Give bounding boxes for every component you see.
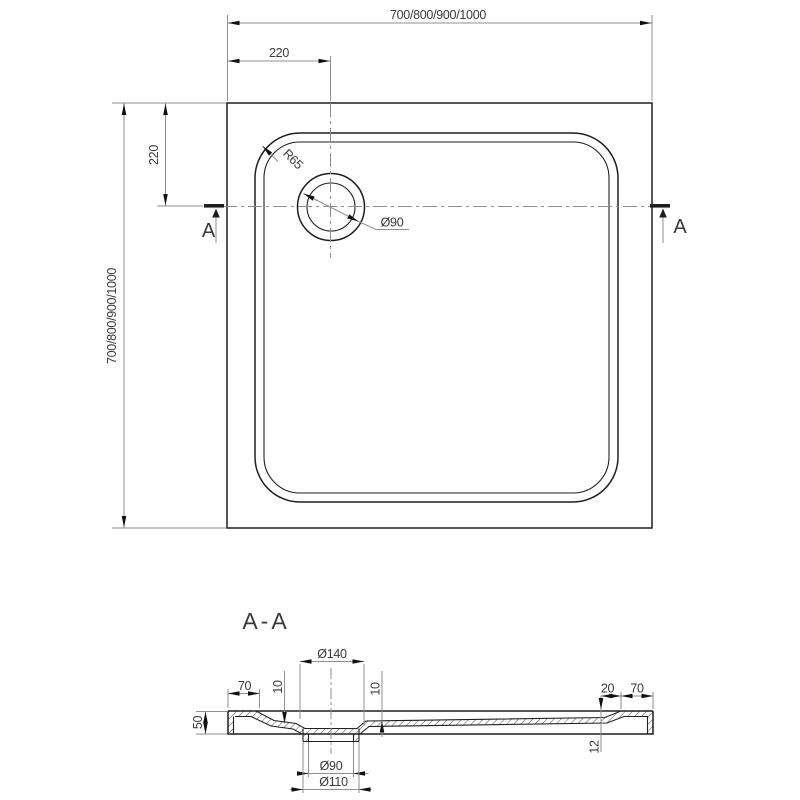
basin-rim-outer xyxy=(255,133,618,502)
flange-right-text: 70 xyxy=(630,681,644,696)
dim-step-right xyxy=(601,682,653,710)
dim-skirt-height xyxy=(588,696,602,754)
extension-lines xyxy=(300,664,364,726)
offset-left-text: 220 xyxy=(147,145,161,165)
dim-drain-offset-top xyxy=(228,46,331,101)
section-letter: A xyxy=(673,216,687,238)
skirt-height-text: 12 xyxy=(587,740,602,754)
floor-cut-hatch xyxy=(230,711,651,734)
height-dimension-text: 700/800/900/1000 xyxy=(105,268,119,364)
dim-total-height xyxy=(191,712,227,735)
drain-hole-text: Ø90 xyxy=(319,759,343,773)
right-wall-hatch xyxy=(648,711,654,734)
flange-left-text: 70 xyxy=(237,679,252,693)
drain-diameter-text: Ø90 xyxy=(380,215,404,230)
dim-recess-diameter xyxy=(300,647,364,726)
section-title: A-A xyxy=(242,608,290,634)
offset-top-text: 220 xyxy=(269,46,289,60)
cutting-plane-segment xyxy=(650,204,670,208)
dim-flange-left xyxy=(228,679,260,708)
section-view xyxy=(191,608,653,793)
dim-top-width xyxy=(228,8,653,101)
recess-diameter-text: Ø140 xyxy=(317,647,347,661)
dim-depth-left xyxy=(271,671,285,724)
dim-drain-offset-left xyxy=(147,104,203,207)
radius-leader-line xyxy=(263,146,279,162)
depth-right-text: 10 xyxy=(368,682,383,696)
section-letter: A xyxy=(201,220,216,242)
direction-arrow-icon xyxy=(212,209,220,218)
drain-housing-text: Ø110 xyxy=(319,775,348,789)
top-view xyxy=(105,8,687,528)
dim-drain-hole xyxy=(297,742,369,777)
direction-arrow-icon xyxy=(659,209,667,218)
step-text: 20 xyxy=(600,681,615,696)
cutting-plane-segment xyxy=(204,204,224,208)
extension-lines xyxy=(112,103,227,528)
label-drain-diameter xyxy=(304,194,410,230)
extension-lines xyxy=(228,15,653,101)
basin-rim-inner xyxy=(264,142,609,493)
width-dimension-text: 700/800/900/1000 xyxy=(390,8,486,22)
depth-left-text: 10 xyxy=(271,680,285,694)
dim-depth-right xyxy=(369,671,383,737)
total-height-text: 50 xyxy=(191,715,205,730)
corner-radius-text: R65 xyxy=(280,146,306,172)
section-marker-right xyxy=(650,204,687,243)
section-marker-left xyxy=(202,204,224,243)
left-wall-hatch xyxy=(228,711,234,734)
